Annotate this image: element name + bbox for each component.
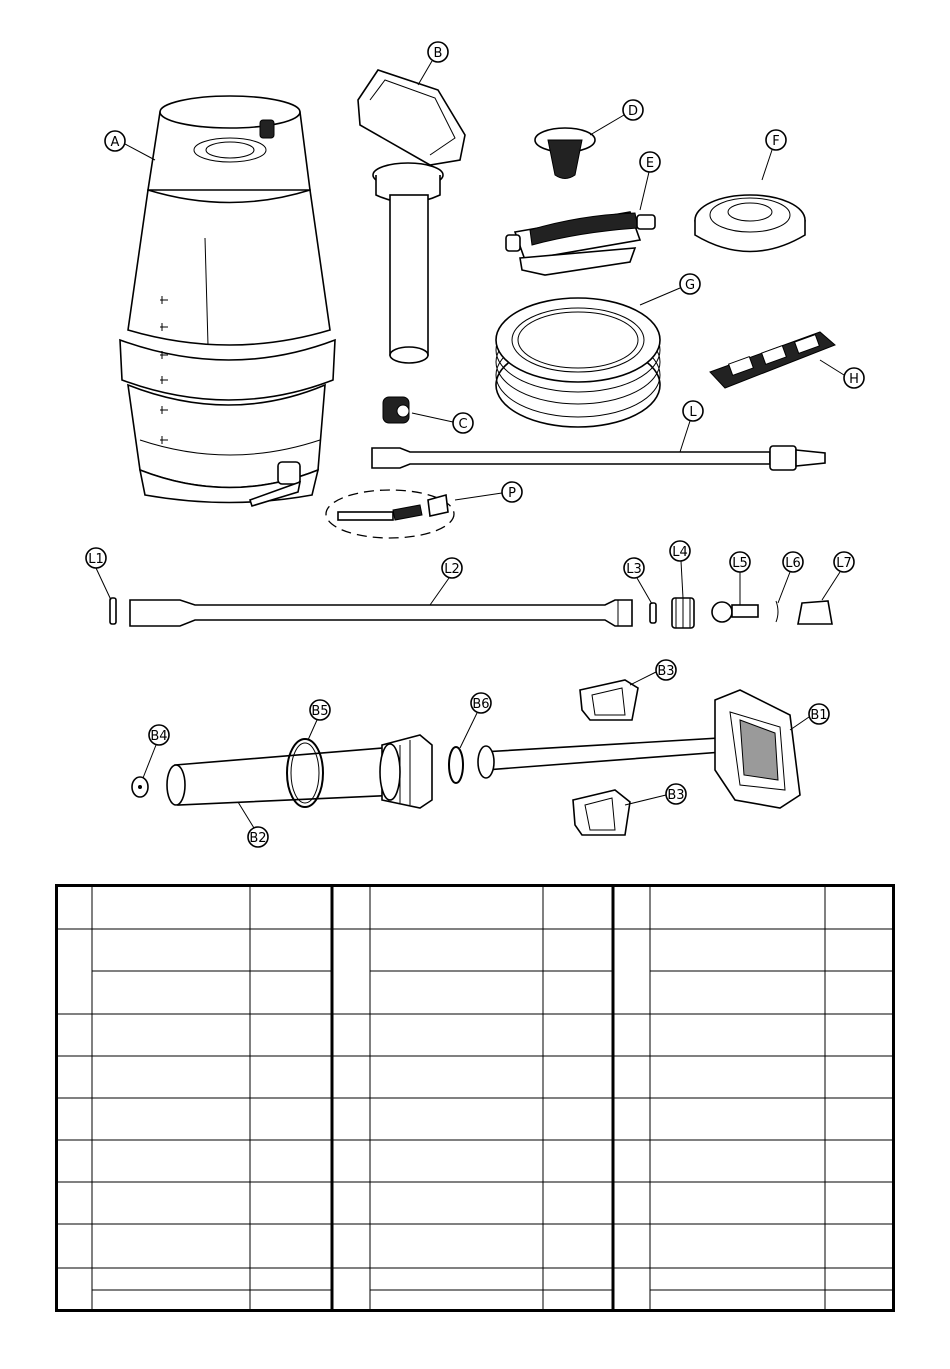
part-seal-f: [695, 195, 805, 252]
callout-l5: L5: [732, 556, 748, 571]
callout-p: P: [508, 486, 516, 501]
callout-l: L: [689, 405, 697, 420]
part-pump-exploded: [132, 680, 800, 835]
callout-e: E: [645, 156, 655, 171]
callout-l2: L2: [444, 562, 460, 577]
part-filter-d: [535, 128, 595, 179]
part-trigger-e: [506, 212, 655, 275]
parts-table: [55, 884, 895, 1312]
callout-b5: B5: [311, 704, 329, 719]
callout-b1: B1: [810, 708, 828, 723]
part-valve-kit-p: [326, 490, 454, 538]
callout-c: C: [458, 417, 468, 432]
callout-g: G: [684, 278, 696, 293]
callout-b4: B4: [150, 729, 168, 744]
callout-l6: L6: [785, 556, 801, 571]
part-strip-h: [710, 332, 835, 388]
callout-l7: L7: [836, 556, 852, 571]
callout-h: H: [849, 372, 859, 387]
callout-b2: B2: [249, 831, 267, 846]
callout-d: D: [627, 104, 639, 119]
part-nut-c: [383, 397, 409, 423]
callout-l4: L4: [672, 545, 688, 560]
callout-l3: L3: [626, 562, 642, 577]
callout-b3-upper: B3: [657, 664, 675, 679]
part-lance-l: [372, 446, 825, 470]
callout-l1: L1: [88, 552, 104, 567]
part-tank-a: [120, 96, 335, 506]
part-lance-exploded: [110, 598, 832, 628]
part-hose-g: [496, 298, 660, 427]
callout-b3-lower: B3: [667, 788, 685, 803]
callout-f: F: [772, 134, 780, 149]
callout-b: B: [433, 46, 443, 61]
callout-a: A: [110, 135, 120, 150]
callout-b6: B6: [472, 697, 490, 712]
part-pump-b: [358, 70, 465, 363]
